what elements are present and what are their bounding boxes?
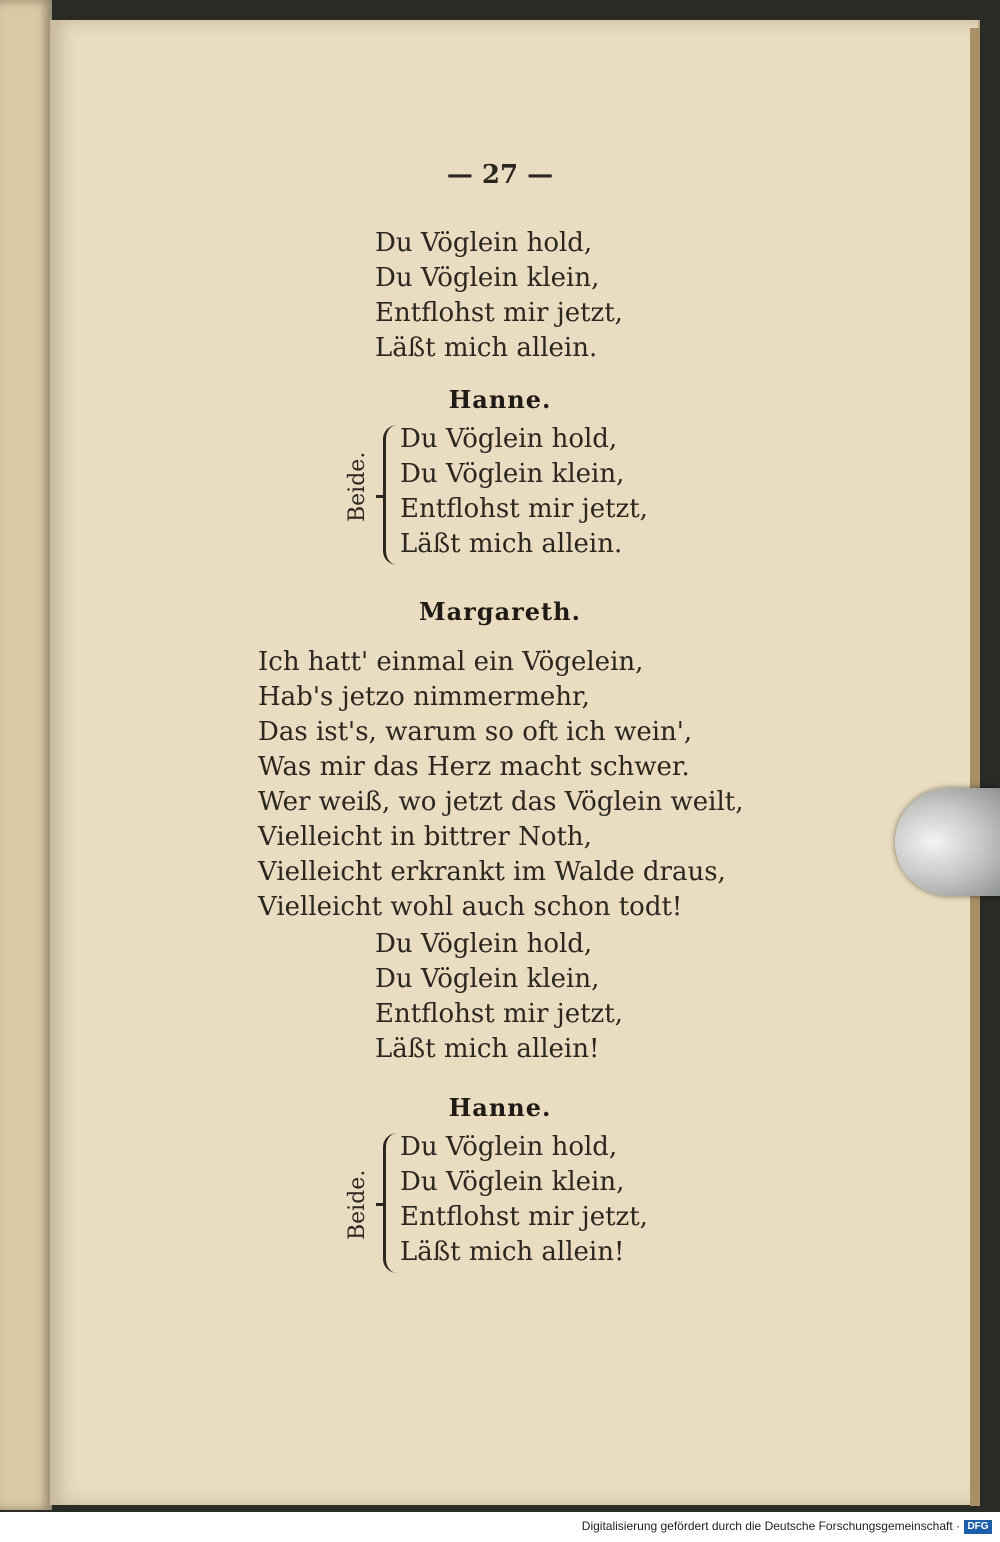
verse-line: Du Vöglein klein, (375, 964, 600, 994)
verse-line: Du Vöglein hold, (400, 424, 618, 454)
stanza-1 (375, 226, 623, 366)
verse-line: Entflohst mir jetzt, (375, 999, 623, 1029)
page-clip (895, 788, 1000, 896)
verse-line: Läßt mich allein! (375, 1034, 600, 1064)
verse-line: Ich hatt' einmal ein Vögelein, (258, 647, 644, 677)
verse-line: Was mir das Herz macht schwer. (258, 752, 690, 782)
beide-label: Beide. (345, 451, 370, 522)
left-page-edge (0, 0, 52, 1510)
verse-line: Entflohst mir jetzt, (400, 1202, 648, 1232)
verse-line: Läßt mich allein. (400, 529, 623, 559)
verse-line: Vielleicht erkrankt im Walde draus, (258, 857, 726, 887)
speaker-heading-margareth: Margareth. (419, 597, 581, 626)
brace-point (376, 495, 384, 498)
beide-label: Beide. (345, 1169, 370, 1240)
stanza-3 (258, 645, 743, 925)
verse-line: Du Vöglein hold, (375, 929, 593, 959)
brace-point (376, 1203, 384, 1206)
stanza-4 (375, 927, 623, 1067)
verse-line: Vielleicht wohl auch schon todt! (258, 892, 683, 922)
stanza-2 (400, 422, 648, 562)
verse-line: Du Vöglein hold, (400, 1132, 618, 1162)
verse-line: Du Vöglein hold, (375, 228, 593, 258)
verse-line: Das ist's, warum so oft ich wein', (258, 717, 693, 747)
verse-line: Vielleicht in bittrer Noth, (258, 822, 592, 852)
verse-line: Läßt mich allein! (400, 1237, 625, 1267)
verse-line: Du Vöglein klein, (400, 459, 625, 489)
footer-bar (0, 1512, 1000, 1542)
verse-line: Hab's jetzo nimmermehr, (258, 682, 590, 712)
verse-line: Du Vöglein klein, (400, 1167, 625, 1197)
page-edge (970, 28, 980, 1506)
stanza-5 (400, 1130, 648, 1270)
verse-line: Läßt mich allein. (375, 333, 598, 363)
verse-line: Entflohst mir jetzt, (375, 298, 623, 328)
speaker-heading-hanne: Hanne. (448, 1093, 552, 1122)
speaker-heading-hanne: Hanne. (448, 385, 552, 414)
verse-line: Du Vöglein klein, (375, 263, 600, 293)
page-number: — 27 — (446, 160, 554, 190)
funding-notice: Digitalisierung gefördert durch die Deutsche Forschungsgemeinschaft · (581, 1519, 960, 1533)
verse-line: Entflohst mir jetzt, (400, 494, 648, 524)
dfg-logo-icon: DFG (964, 1520, 992, 1534)
verse-line: Wer weiß, wo jetzt das Vöglein weilt, (258, 787, 744, 817)
